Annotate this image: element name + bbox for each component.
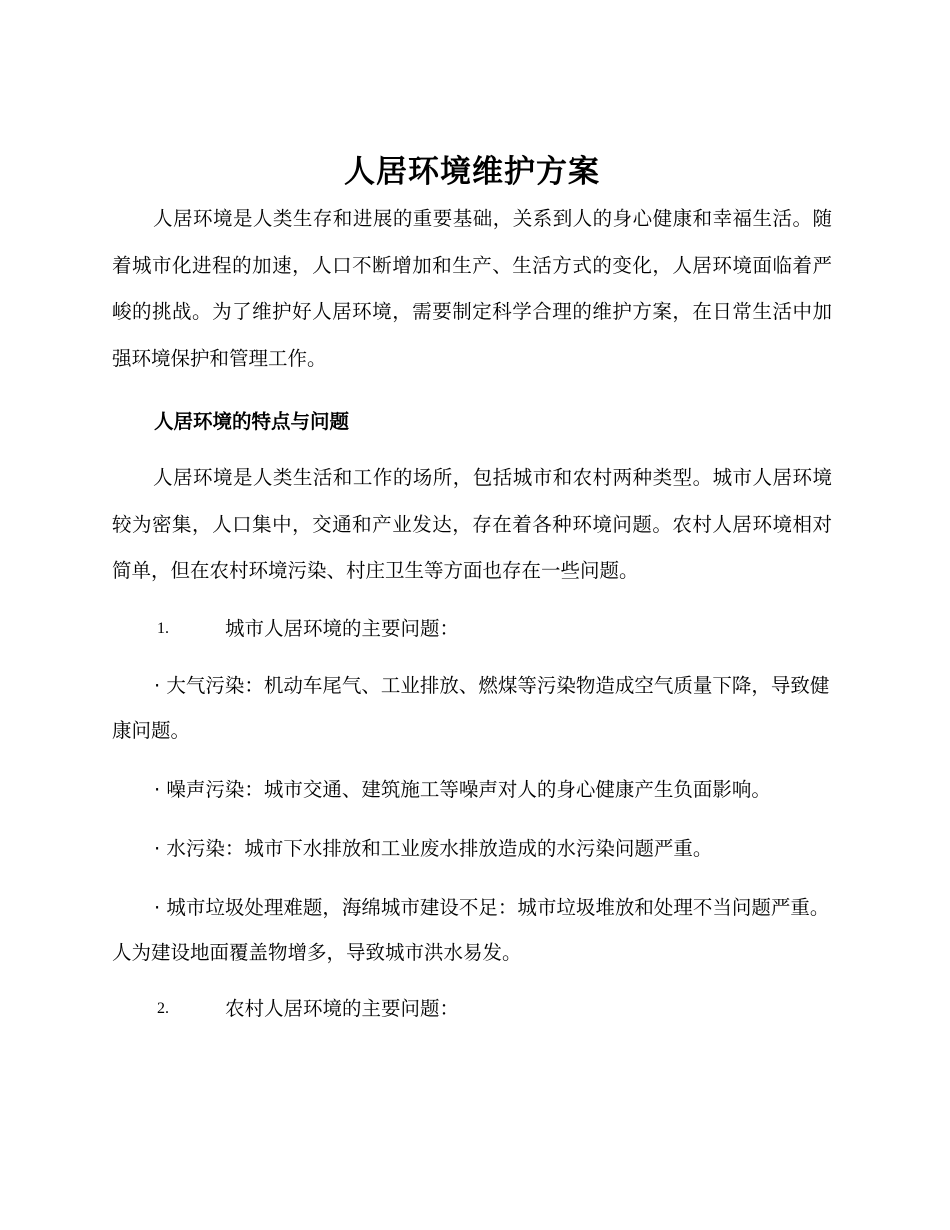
- list-number: 2.: [157, 999, 169, 1017]
- bullet-item: · 噪声污染：城市交通、建筑施工等噪声对人的身心健康产生负面影响。: [154, 777, 771, 801]
- intro-paragraph: 人居环境是人类生存和进展的重要基础，关系到人的身心健康和幸福生活。随着城市化进程的加速，人口不断增加和生产、生活方式的变化，人居环境面临着严峻的挑战。为了维护好人居环境，需要制定科学合理的维护方案，在日常生活中加强环境保护和管理工作。: [112, 207, 832, 370]
- numbered-item-1: [112, 609, 832, 649]
- section-heading: 人居环境的特点与问题: [154, 410, 350, 433]
- section-paragraph: 人居环境是人类生活和工作的场所，包括城市和农村两种类型。城市人居环境较为密集，人口集中，交通和产业发达，存在着各种环境问题。农村人居环境相对简单，但在农村环境污染、村庄卫生等方面也存在一些问题。: [112, 466, 832, 582]
- document-title: 人居环境维护方案: [344, 154, 600, 190]
- document-page: [112, 148, 832, 1029]
- bullet-item: · 大气污染：机动车尾气、工业排放、燃煤等污染物造成空气质量下降，导致健康问题。: [112, 673, 830, 742]
- list-label: 农村人居环境的主要问题：: [225, 996, 460, 1020]
- bullet-item: · 水污染：城市下水排放和工业废水排放造成的水污染问题严重。: [154, 836, 713, 860]
- list-number: 1.: [157, 619, 169, 637]
- list-label: 城市人居环境的主要问题：: [225, 616, 460, 640]
- numbered-item-2: [112, 989, 832, 1029]
- bullet-item: · 城市垃圾处理难题，海绵城市建设不足：城市垃圾堆放和处理不当问题严重。人为建设地面覆盖物增多，导致城市洪水易发。: [112, 895, 830, 964]
